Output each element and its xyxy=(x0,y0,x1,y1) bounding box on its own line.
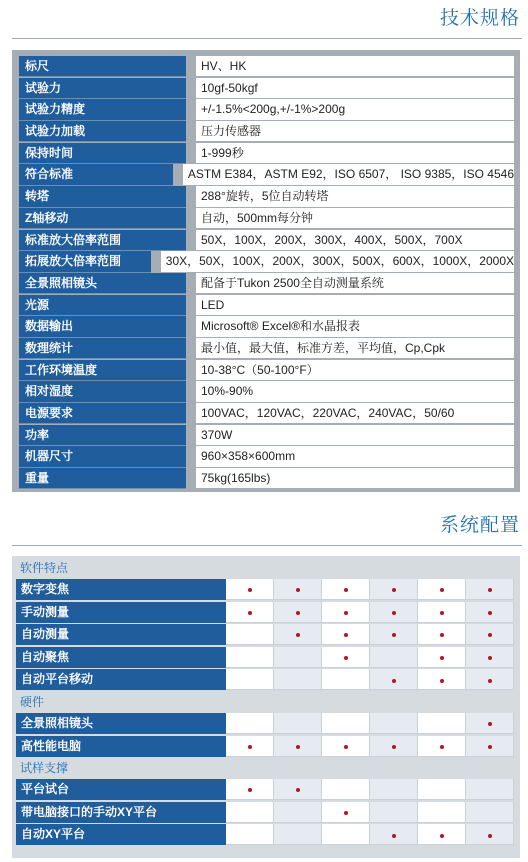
spec-value: 自动，500mm每分钟 xyxy=(196,208,514,229)
spec-value: LED xyxy=(196,295,514,316)
config-cell xyxy=(466,802,514,823)
spec-row xyxy=(19,251,514,272)
spec-label: 试验力 xyxy=(19,78,186,99)
config-row-label: 自动XY平台 xyxy=(16,824,226,845)
spec-row xyxy=(19,273,514,294)
config-cell xyxy=(226,779,274,800)
included-dot-icon xyxy=(488,633,492,637)
included-dot-icon xyxy=(392,588,396,592)
spec-value: HV、HK xyxy=(196,56,514,77)
config-row-label: 手动测量 xyxy=(16,602,226,623)
config-cell xyxy=(274,802,322,823)
config-cell xyxy=(466,647,514,668)
config-cell xyxy=(370,624,418,645)
config-cell xyxy=(418,779,466,800)
spec-value: 10%-90% xyxy=(196,381,514,402)
included-dot-icon xyxy=(488,722,492,726)
config-cell xyxy=(226,669,274,690)
spec-row xyxy=(19,338,514,359)
config-cell xyxy=(322,624,370,645)
config-cell xyxy=(466,624,514,645)
config-cell xyxy=(226,824,274,845)
config-cell xyxy=(466,602,514,623)
included-dot-icon xyxy=(248,745,252,749)
config-cell xyxy=(322,779,370,800)
config-cell xyxy=(466,736,514,757)
spec-row xyxy=(19,230,514,251)
included-dot-icon xyxy=(488,588,492,592)
included-dot-icon xyxy=(344,588,348,592)
spec-row xyxy=(19,56,514,77)
config-cell xyxy=(226,624,274,645)
config-section-title: 系统配置 xyxy=(439,514,520,536)
included-dot-icon xyxy=(440,588,444,592)
config-cell xyxy=(274,736,322,757)
config-cell xyxy=(370,647,418,668)
included-dot-icon xyxy=(440,834,444,838)
included-dot-icon xyxy=(296,588,300,592)
config-row-label: 平台试台 xyxy=(16,779,226,800)
spec-label: 拓展放大倍率范围 xyxy=(19,251,151,272)
config-cell xyxy=(466,779,514,800)
spec-label: 功率 xyxy=(19,425,186,446)
config-title-divider xyxy=(12,545,522,546)
spec-label: 试验力加载 xyxy=(19,121,186,142)
config-cell xyxy=(370,824,418,845)
spec-value: 288°旋转，5位自动转塔 xyxy=(196,186,514,207)
config-cell xyxy=(322,713,370,734)
included-dot-icon xyxy=(392,633,396,637)
config-cell xyxy=(322,736,370,757)
spec-row xyxy=(19,316,514,337)
config-cell xyxy=(322,602,370,623)
included-dot-icon xyxy=(440,679,444,683)
config-cell xyxy=(466,713,514,734)
config-cell xyxy=(322,647,370,668)
config-cell xyxy=(322,802,370,823)
config-row xyxy=(12,624,520,645)
included-dot-icon xyxy=(488,745,492,749)
config-cell xyxy=(370,802,418,823)
spec-row xyxy=(19,360,514,381)
config-cell xyxy=(370,736,418,757)
config-row-label: 自动平台移动 xyxy=(16,669,226,690)
spec-row xyxy=(19,468,514,489)
config-row xyxy=(12,824,520,845)
spec-label: 标尺 xyxy=(19,56,186,77)
config-cell xyxy=(370,602,418,623)
config-cell xyxy=(370,669,418,690)
spec-label: 标准放大倍率范围 xyxy=(19,230,186,251)
spec-row xyxy=(19,164,514,185)
config-cell xyxy=(226,579,274,600)
spec-label: 保持时间 xyxy=(19,143,186,164)
spec-section-title: 技术规格 xyxy=(439,7,520,29)
config-row xyxy=(12,736,520,757)
spec-value: 10-38°C（50-100°F） xyxy=(196,360,514,381)
included-dot-icon xyxy=(392,834,396,838)
spec-table xyxy=(12,50,520,492)
config-row xyxy=(12,802,520,823)
config-row-label: 自动聚焦 xyxy=(16,647,226,668)
config-category: 硬件 xyxy=(20,695,45,709)
included-dot-icon xyxy=(248,588,252,592)
config-row-label: 带电脑接口的手动XY平台 xyxy=(16,802,226,823)
config-cell xyxy=(322,579,370,600)
config-row-label: 数字变焦 xyxy=(16,579,226,600)
config-row xyxy=(12,579,520,600)
included-dot-icon xyxy=(440,633,444,637)
config-cell xyxy=(274,647,322,668)
included-dot-icon xyxy=(440,656,444,660)
spec-value: 960×358×600mm xyxy=(196,446,514,467)
spec-row xyxy=(19,78,514,99)
config-cell xyxy=(418,669,466,690)
spec-label: Z轴移动 xyxy=(19,208,186,229)
spec-row xyxy=(19,403,514,424)
included-dot-icon xyxy=(248,788,252,792)
spec-row xyxy=(19,295,514,316)
config-cell xyxy=(226,713,274,734)
spec-label: 试验力精度 xyxy=(19,99,186,120)
included-dot-icon xyxy=(344,811,348,815)
config-cell xyxy=(418,713,466,734)
spec-row xyxy=(19,143,514,164)
config-cell xyxy=(370,713,418,734)
spec-label: 符合标准 xyxy=(19,164,173,185)
spec-label: 工作环境温度 xyxy=(19,360,186,381)
spec-value: 1-999秒 xyxy=(196,143,514,164)
config-cell xyxy=(226,736,274,757)
included-dot-icon xyxy=(296,788,300,792)
spec-value: 75kg(165lbs) xyxy=(196,468,514,489)
spec-label: 数据输出 xyxy=(19,316,186,337)
spec-label: 重量 xyxy=(19,468,186,489)
spec-value: 10gf-50kgf xyxy=(196,78,514,99)
config-cell xyxy=(418,624,466,645)
included-dot-icon xyxy=(488,656,492,660)
included-dot-icon xyxy=(344,656,348,660)
included-dot-icon xyxy=(344,611,348,615)
config-cell xyxy=(418,802,466,823)
spec-value: 30X，50X，100X，200X，300X，500X，600X，1000X，2000X xyxy=(161,251,514,272)
config-cell xyxy=(466,669,514,690)
included-dot-icon xyxy=(392,745,396,749)
config-cell xyxy=(370,579,418,600)
spec-value: 压力传感器 xyxy=(196,121,514,142)
spec-value: 最小值，最大值，标准方差，平均值，Cp,Cpk xyxy=(196,338,514,359)
config-cell xyxy=(274,579,322,600)
included-dot-icon xyxy=(296,633,300,637)
spec-row xyxy=(19,186,514,207)
config-cell xyxy=(274,624,322,645)
config-cell xyxy=(274,779,322,800)
config-cell xyxy=(274,669,322,690)
included-dot-icon xyxy=(488,611,492,615)
spec-value: 100VAC，120VAC，220VAC，240VAC，50/60 xyxy=(196,403,514,424)
config-table xyxy=(12,556,520,858)
spec-row xyxy=(19,425,514,446)
spec-value: 配备于Tukon 2500全自动测量系统 xyxy=(196,273,514,294)
config-cell xyxy=(226,602,274,623)
spec-value: Microsoft® Excel®和水晶报表 xyxy=(196,316,514,337)
spec-label: 数理统计 xyxy=(19,338,186,359)
config-cell xyxy=(226,802,274,823)
config-row-label: 高性能电脑 xyxy=(16,736,226,757)
spec-label: 转塔 xyxy=(19,186,186,207)
included-dot-icon xyxy=(344,745,348,749)
config-row-label: 全景照相镜头 xyxy=(16,713,226,734)
config-cell xyxy=(418,824,466,845)
included-dot-icon xyxy=(344,633,348,637)
config-cell xyxy=(466,824,514,845)
config-category: 试样支撑 xyxy=(20,761,69,776)
spec-title-divider xyxy=(12,38,522,39)
config-row xyxy=(12,669,520,690)
spec-value: ASTM E384，ASTM E92，ISO 6507， ISO 9385，ISO 4546 xyxy=(183,164,514,185)
config-row xyxy=(12,779,520,800)
config-cell xyxy=(274,824,322,845)
config-row-label: 自动测量 xyxy=(16,624,226,645)
spec-row xyxy=(19,121,514,142)
included-dot-icon xyxy=(440,745,444,749)
included-dot-icon xyxy=(392,679,396,683)
config-row xyxy=(12,713,520,734)
config-cell xyxy=(226,647,274,668)
config-cell xyxy=(274,602,322,623)
spec-label: 电源要求 xyxy=(19,403,186,424)
spec-row xyxy=(19,208,514,229)
spec-value: 370W xyxy=(196,425,514,446)
spec-value: +/-1.5%<200g,+/-1%>200g xyxy=(196,99,514,120)
config-category: 软件特点 xyxy=(20,561,69,575)
config-cell xyxy=(370,779,418,800)
config-cell xyxy=(322,824,370,845)
config-cell xyxy=(418,647,466,668)
included-dot-icon xyxy=(296,745,300,749)
spec-value: 50X，100X，200X，300X，400X，500X，700X xyxy=(196,230,514,251)
spec-label: 机器尺寸 xyxy=(19,446,186,467)
spec-row xyxy=(19,446,514,467)
included-dot-icon xyxy=(392,611,396,615)
config-cell xyxy=(418,579,466,600)
config-row xyxy=(12,647,520,668)
included-dot-icon xyxy=(488,679,492,683)
included-dot-icon xyxy=(248,611,252,615)
config-cell xyxy=(418,736,466,757)
config-cell xyxy=(418,602,466,623)
included-dot-icon xyxy=(440,611,444,615)
config-cell xyxy=(322,669,370,690)
spec-row xyxy=(19,381,514,402)
config-row xyxy=(12,602,520,623)
spec-label: 光源 xyxy=(19,295,186,316)
included-dot-icon xyxy=(296,611,300,615)
config-cell xyxy=(274,713,322,734)
config-cell xyxy=(466,579,514,600)
included-dot-icon xyxy=(488,834,492,838)
spec-label: 相对湿度 xyxy=(19,381,186,402)
spec-label: 全景照相镜头 xyxy=(19,273,186,294)
spec-row xyxy=(19,99,514,120)
